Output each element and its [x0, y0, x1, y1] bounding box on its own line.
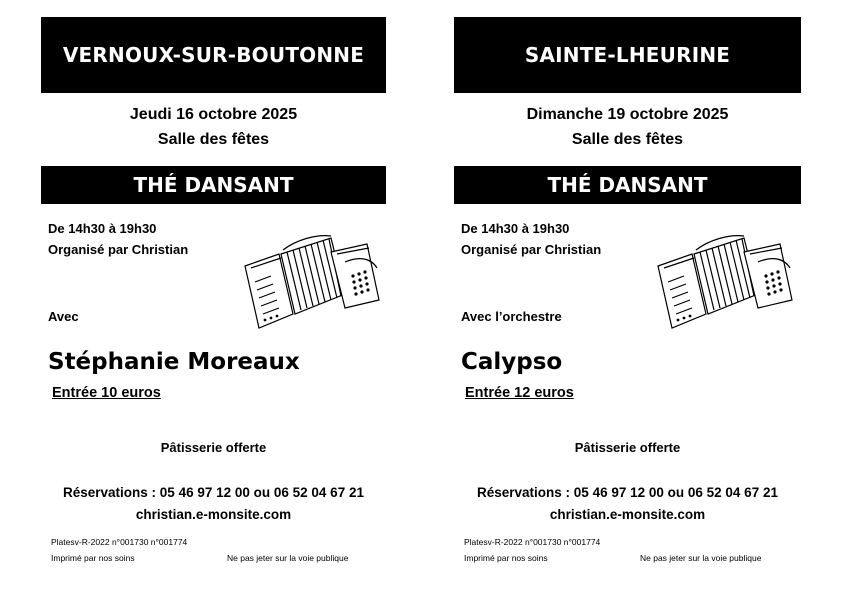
accordion-icon — [241, 232, 383, 332]
printed-note: Imprimé par nos soins — [464, 553, 548, 563]
website-link[interactable]: christian.e-monsite.com — [549, 507, 706, 522]
event-date: Jeudi 16 octobre 2025 — [129, 106, 298, 123]
entry-price: Entrée 10 euros — [52, 385, 161, 401]
event-hours: De 14h30 à 19h30 — [48, 221, 157, 236]
event-organizer: Organisé par Christian — [48, 242, 189, 257]
artist-name: Calypso — [461, 349, 563, 375]
reservations-phone: Réservations : 05 46 97 12 00 ou 06 52 04 67 21 — [63, 485, 364, 500]
pastry-note: Pâtisserie offerte — [160, 440, 267, 455]
license-number: Platesv-R-2022 n°001730 n°001774 — [464, 537, 601, 547]
town-banner: VERNOUX-SUR-BOUTONNE — [41, 17, 386, 93]
flyer-vernoux — [41, 0, 421, 596]
entry-price: Entrée 12 euros — [465, 385, 574, 401]
event-organizer: Organisé par Christian — [461, 242, 602, 257]
town-banner: SAINTE-LHEURINE — [454, 17, 801, 93]
reservations-phone: Réservations : 05 46 97 12 00 ou 06 52 04 67 21 — [477, 485, 778, 500]
disposal-note: Ne pas jeter sur la voie publique — [640, 553, 762, 563]
website-link[interactable]: christian.e-monsite.com — [135, 507, 292, 522]
pastry-note: Pâtisserie offerte — [574, 440, 681, 455]
with-label: Avec — [48, 309, 79, 324]
accordion-icon — [654, 232, 796, 332]
artist-name: Stéphanie Moreaux — [48, 349, 300, 375]
event-venue: Salle des fêtes — [157, 131, 270, 148]
disposal-note: Ne pas jeter sur la voie publique — [227, 553, 349, 563]
event-hours: De 14h30 à 19h30 — [461, 221, 570, 236]
printed-note: Imprimé par nos soins — [51, 553, 135, 563]
event-title: THÉ DANSANT — [454, 166, 801, 204]
flyer-sainte-lheurine — [454, 0, 834, 596]
event-date: Dimanche 19 octobre 2025 — [526, 106, 729, 123]
event-title: THÉ DANSANT — [41, 166, 386, 204]
with-label: Avec l’orchestre — [461, 309, 562, 324]
event-venue: Salle des fêtes — [571, 131, 684, 148]
license-number: Platesv-R-2022 n°001730 n°001774 — [51, 537, 188, 547]
